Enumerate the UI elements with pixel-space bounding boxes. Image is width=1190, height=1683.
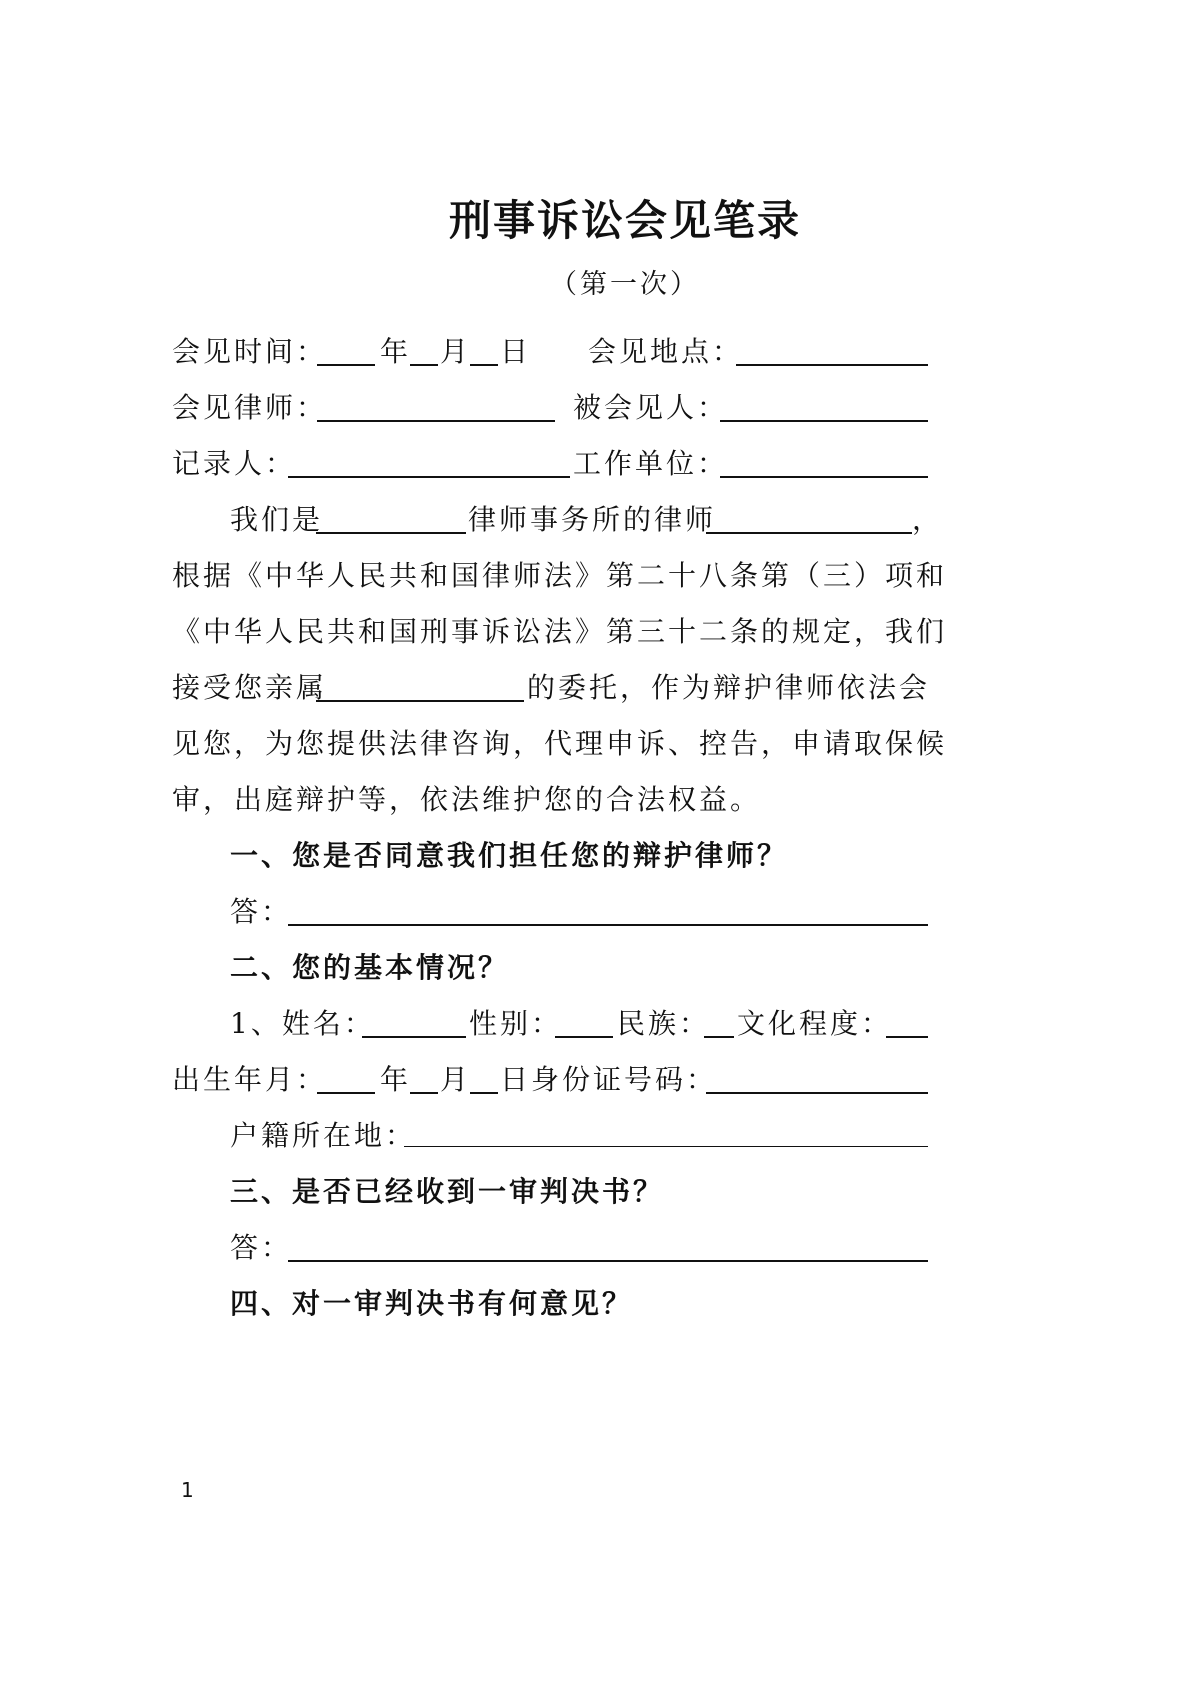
education-field[interactable] <box>886 1036 928 1038</box>
gender-field[interactable] <box>555 1036 613 1038</box>
answer-3-label: 答： <box>230 1231 293 1264</box>
meetee-field[interactable] <box>720 420 928 422</box>
answer-3-field[interactable] <box>288 1260 928 1262</box>
intro-line-2: 根据《中华人民共和国律师法》第二十八条第（三）项和 <box>172 559 948 592</box>
document-subtitle: （第一次） <box>550 269 700 300</box>
lawyer-name-field[interactable] <box>706 532 912 534</box>
gender-label: 性别： <box>469 1007 563 1040</box>
intro-entrustment: 的委托，作为辩护律师依法会 <box>527 671 931 704</box>
birth-day-field[interactable] <box>470 1092 498 1094</box>
meeting-month-field[interactable] <box>410 364 438 366</box>
recorder-label: 记录人： <box>172 447 297 480</box>
meeting-place-field[interactable] <box>736 364 928 366</box>
id-number-label: 日身份证号码： <box>500 1063 718 1096</box>
day-char: 日 <box>500 335 532 368</box>
question-2: 二、您的基本情况？ <box>230 951 510 984</box>
workplace-label: 工作单位： <box>573 447 729 480</box>
intro-line-6: 审，出庭辩护等，依法维护您的合法权益。 <box>172 783 762 816</box>
question-1: 一、您是否同意我们担任您的辩护律师？ <box>230 839 789 872</box>
intro-law-firm-lawyer: 律师事务所的律师 <box>468 503 717 536</box>
household-label: 户籍所在地： <box>230 1119 417 1152</box>
household-field[interactable] <box>404 1146 928 1147</box>
month-char: 月 <box>440 335 472 368</box>
meetee-label: 被会见人： <box>573 391 729 424</box>
year-char: 年 <box>380 335 412 368</box>
question-3: 三、是否已经收到一审判决书？ <box>230 1175 665 1208</box>
lawyer-field[interactable] <box>317 420 555 422</box>
document-title: 刑事诉讼会见笔录 <box>448 196 801 245</box>
intro-we-are: 我们是 <box>230 503 324 536</box>
name-field[interactable] <box>362 1036 466 1038</box>
intro-comma: ， <box>912 503 944 536</box>
meeting-place-label: 会见地点： <box>588 335 744 368</box>
ethnicity-field[interactable] <box>704 1036 734 1038</box>
lawyer-label: 会见律师： <box>172 391 328 424</box>
meeting-day-field[interactable] <box>470 364 498 366</box>
recorder-field[interactable] <box>288 476 570 478</box>
workplace-field[interactable] <box>720 476 928 478</box>
meeting-time-label: 会见时间： <box>172 335 328 368</box>
question-4: 四、对一审判决书有何意见？ <box>230 1287 634 1320</box>
name-label: 1、姓名： <box>230 1007 375 1040</box>
education-label: 文化程度： <box>737 1007 893 1040</box>
ethnicity-label: 民族： <box>617 1007 711 1040</box>
birth-month-field[interactable] <box>410 1092 438 1094</box>
meeting-year-field[interactable] <box>317 364 375 366</box>
answer-1-field[interactable] <box>288 924 928 926</box>
id-number-field[interactable] <box>706 1092 928 1094</box>
relative-field[interactable] <box>316 700 524 702</box>
page-number: 1 <box>181 1478 194 1502</box>
answer-1-label: 答： <box>230 895 293 928</box>
intro-line-3: 《中华人民共和国刑事诉讼法》第三十二条的规定，我们 <box>172 615 948 648</box>
birth-month-char: 月 <box>440 1063 472 1096</box>
birth-year-field[interactable] <box>317 1092 375 1094</box>
birth-label: 出生年月： <box>172 1063 328 1096</box>
birth-year-char: 年 <box>380 1063 412 1096</box>
intro-accept-relative: 接受您亲属 <box>172 671 328 704</box>
intro-line-5: 见您，为您提供法律咨询，代理申诉、控告，申请取保候 <box>172 727 948 760</box>
law-firm-field[interactable] <box>316 532 466 534</box>
